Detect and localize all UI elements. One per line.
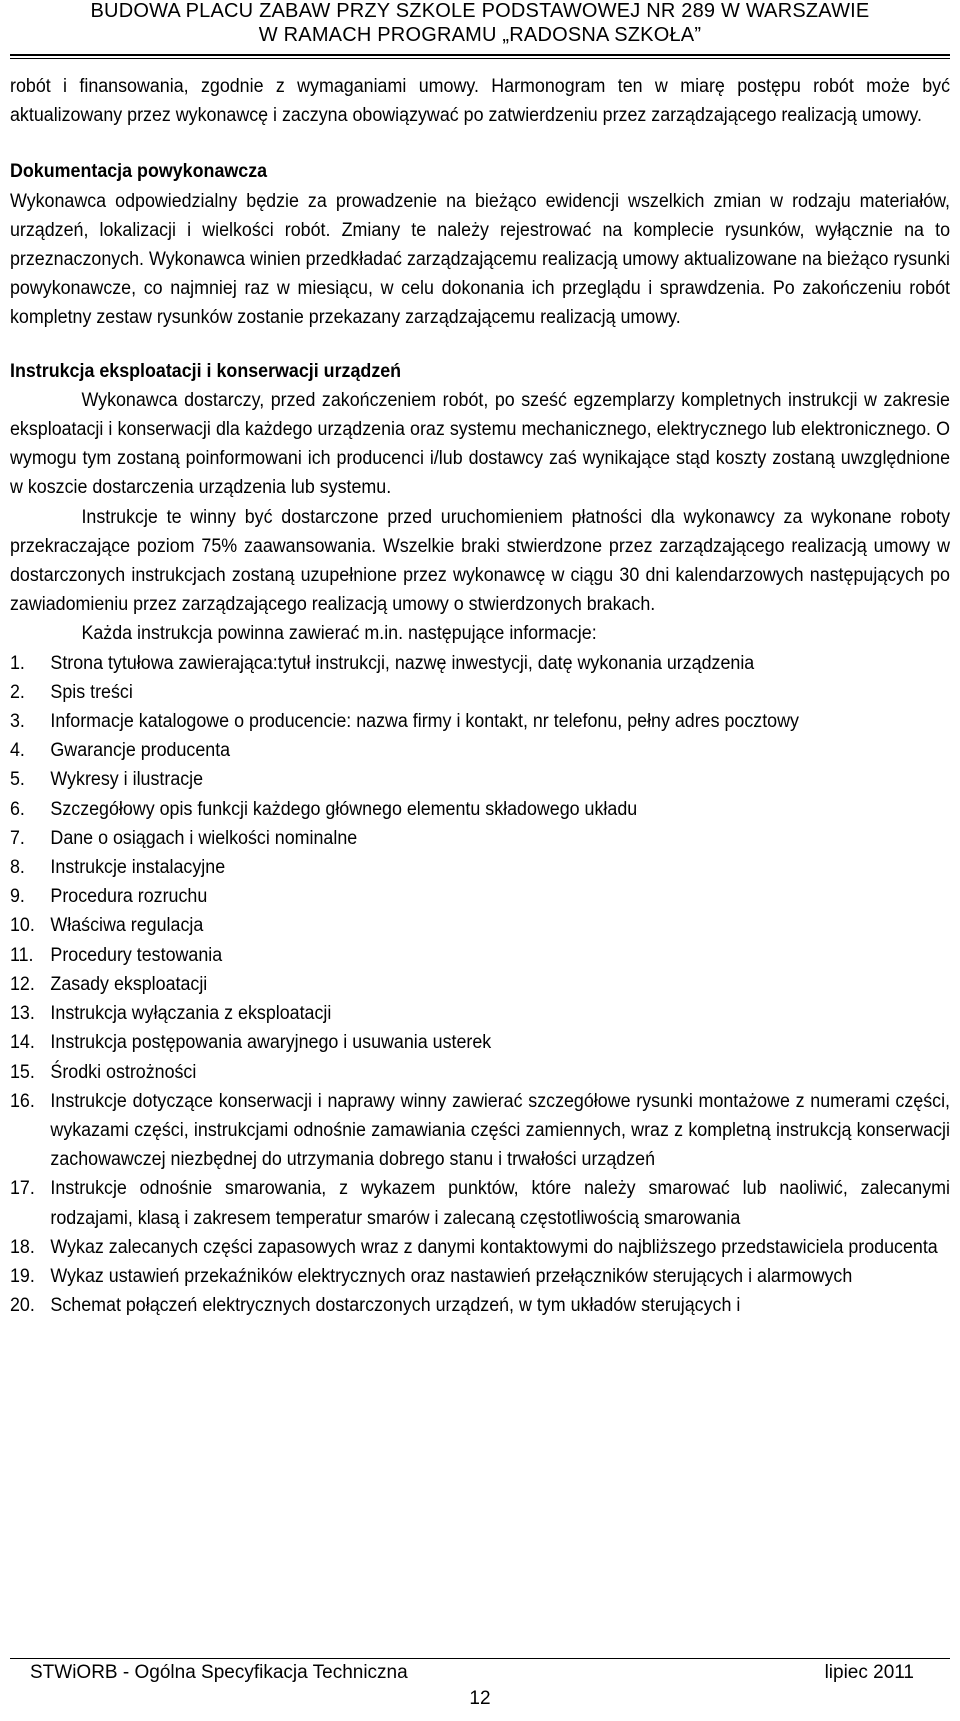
- list-item-text: Instrukcje dotyczące konserwacji i naprawy winny zawierać szczegółowe rysunki montażowe z numerami części, wykazami części, instrukcjami odnośnie zamawiania części zamiennych, wraz z kompletną instrukcją konserwacji zachowawczej niezbędnej do utrzymania dobrego stanu i trwałości urządzeń: [50, 1090, 951, 1171]
- list-item: [10, 824, 950, 853]
- list-item-text: Środki ostrożności: [50, 1061, 197, 1083]
- footer-rule: [10, 1658, 950, 1659]
- list-item-text: Spis treści: [50, 681, 133, 703]
- instructions-paragraph-3: Każda instrukcja powinna zawierać m.in. następujące informacje:: [81, 623, 597, 645]
- list-item: [10, 1087, 950, 1175]
- list-item-number: 8.: [10, 857, 25, 879]
- list-item: [10, 882, 950, 911]
- list-item-text: Zasady eksploatacji: [50, 973, 208, 995]
- list-item-number: 2.: [10, 681, 25, 703]
- list-item-text: Gwarancje producenta: [50, 740, 231, 762]
- list-item-text: Wykaz zalecanych części zapasowych wraz z danymi kontaktowymi do najbliższego przedstawiciela producenta: [50, 1236, 938, 1258]
- list-item-number: 10.: [10, 915, 35, 937]
- header-line-2: W RAMACH PROGRAMU „RADOSNA SZKOŁA”: [258, 24, 702, 46]
- page-number: 12: [469, 1688, 491, 1709]
- list-item: [10, 678, 950, 707]
- list-item: [10, 853, 950, 882]
- list-item: [10, 1028, 950, 1057]
- list-item: [10, 707, 950, 736]
- list-item: [10, 970, 950, 999]
- list-item-text: Informacje katalogowe o producencie: nazwa firmy i kontakt, nr telefonu, pełny adres pocztowy: [50, 711, 799, 733]
- list-item-text: Procedury testowania: [50, 944, 223, 966]
- list-item: [10, 941, 950, 970]
- list-item-number: 7.: [10, 827, 25, 849]
- list-item-number: 6.: [10, 798, 25, 820]
- list-item: [10, 1262, 950, 1291]
- list-item: [10, 1058, 950, 1087]
- list-item-text: Wykaz ustawień przekaźników elektrycznych oraz nastawień przełączników sterujących i alarmowych: [50, 1265, 853, 1287]
- list-item-number: 9.: [10, 886, 25, 908]
- list-item-number: 17.: [10, 1178, 35, 1200]
- header-line-1: BUDOWA PLACU ZABAW PRZY SZKOLE PODSTAWOWEJ NR 289 W WARSZAWIE: [90, 0, 870, 22]
- footer-title: STWiORB - Ogólna Specyfikacja Techniczna: [30, 1662, 408, 1683]
- footer-date: lipiec 2011: [824, 1662, 914, 1683]
- header-rule: [10, 54, 950, 56]
- list-item-text: Instrukcja postępowania awaryjnego i usuwania usterek: [50, 1032, 492, 1054]
- list-item: [10, 911, 950, 940]
- list-item-number: 3.: [10, 711, 25, 733]
- list-item: [10, 1233, 950, 1262]
- list-item-text: Instrukcja wyłączania z eksploatacji: [50, 1003, 332, 1025]
- section-documentation-text: Wykonawca odpowiedzialny będzie za prowadzenie na bieżąco ewidencji wszelkich zmian w rodzaju materiałów, urządzeń, lokalizacji i wielkości robót. Zmiany te należy rejestrować na komplecie rysunków, wyłącznie na to przeznaczonych. Wykonawca winien przedkładać zarządzającemu realizacją umowy aktualizowane na bieżąco rysunki powykonawcze, co najmniej raz w miesiącu, w celu dokonania ich przeglądu i sprawdzenia. Po zakończeniu robót kompletny zestaw rysunków zostanie przekazany zarządzającemu realizacją umowy.: [10, 190, 950, 329]
- list-item-number: 14.: [10, 1032, 35, 1054]
- list-item: [10, 1291, 950, 1320]
- instructions-list: [10, 649, 950, 1321]
- list-item-number: 1.: [10, 652, 25, 674]
- list-item-number: 16.: [10, 1090, 35, 1112]
- list-item-text: Procedura rozruchu: [50, 886, 208, 908]
- list-item-number: 4.: [10, 740, 25, 762]
- list-item-number: 20.: [10, 1295, 35, 1317]
- list-item-text: Właściwa regulacja: [50, 915, 204, 937]
- section-title-documentation: Dokumentacja powykonawcza: [10, 161, 268, 183]
- instructions-paragraph-2: Instrukcje te winny być dostarczone przed uruchomieniem płatności dla wykonawcy za wykonane roboty przekraczające poziom 75% zaawansowania. Wszelkie braki stwierdzone przez zarządzającego realizacją umowy w dostarczonych instrukcjach zostaną uzupełnione przez wykonawcę w ciągu 30 dni kalendarzowych następujących po zawiadomieniu przez zarządzającego realizacją umowy o stwierdzonych brakach.: [10, 506, 950, 616]
- instructions-paragraph-1: Wykonawca dostarczy, przed zakończeniem robót, po sześć egzemplarzy kompletnych instrukcji w zakresie eksploatacji i konserwacji dla każdego urządzenia oraz systemu mechanicznego, elektrycznego lub elektronicznego. O wymogu tym zostaną poinformowani ich producenci i/lub dostawcy zaś wynikające stąd koszty zostaną uwzględnione w koszcie dostarczenia urządzenia lub systemu.: [10, 389, 950, 499]
- list-item-number: 13.: [10, 1003, 35, 1025]
- list-item: [10, 1174, 950, 1232]
- list-item-text: Instrukcje instalacyjne: [50, 857, 226, 879]
- list-item-text: Dane o osiągach i wielkości nominalne: [50, 827, 358, 849]
- list-item-number: 11.: [10, 944, 34, 966]
- section-title-instructions: Instrukcja eksploatacji i konserwacji urządzeń: [10, 360, 402, 382]
- list-item-text: Instrukcje odnośnie smarowania, z wykazem punktów, które należy smarować lub naoliwić, zalecanymi rodzajami, klasą i zakresem temperatur smarów i zalecaną częstotliwością smarowania: [50, 1178, 951, 1229]
- list-item: [10, 795, 950, 824]
- list-item-number: 12.: [10, 973, 35, 995]
- list-item: [10, 736, 950, 765]
- list-item-number: 15.: [10, 1061, 35, 1083]
- intro-paragraph: robót i finansowania, zgodnie z wymaganiami umowy. Harmonogram ten w miarę postępu robót może być aktualizowany przez wykonawcę i zaczyna obowiązywać po zatwierdzeniu przez zarządzającego realizacją umowy.: [10, 76, 950, 127]
- list-item: [10, 649, 950, 678]
- list-item: [10, 765, 950, 794]
- list-item-text: Wykresy i ilustracje: [50, 769, 204, 791]
- list-item-number: 18.: [10, 1236, 35, 1258]
- list-item-text: Schemat połączeń elektrycznych dostarczonych urządzeń, w tym układów sterujących i: [50, 1295, 741, 1317]
- list-item-number: 5.: [10, 769, 25, 791]
- list-item: [10, 999, 950, 1028]
- list-item-text: Szczegółowy opis funkcji każdego głównego elementu składowego układu: [50, 798, 638, 820]
- list-item-text: Strona tytułowa zawierająca:tytuł instrukcji, nazwę inwestycji, datę wykonania urządzenia: [50, 652, 755, 674]
- document-body: [10, 72, 950, 1320]
- list-item-number: 19.: [10, 1265, 35, 1287]
- header-rule-thin: [10, 58, 950, 59]
